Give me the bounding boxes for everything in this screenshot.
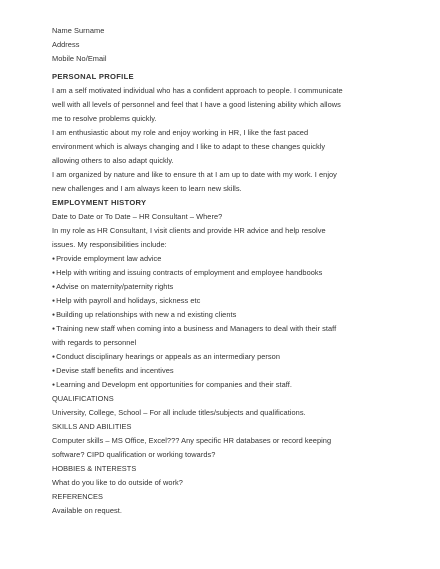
employment-history-heading: EMPLOYMENT HISTORY (52, 198, 147, 207)
responsibility-text: Learning and Developm ent opportunities for companies and their staff. (56, 380, 292, 389)
responsibility-item (52, 252, 402, 266)
responsibility-text: Advise on maternity/paternity rights (56, 282, 174, 291)
contact-address: Address (52, 40, 80, 49)
responsibility-item (52, 364, 402, 378)
responsibility-item (52, 378, 402, 392)
bullet-icon: ● (52, 326, 56, 332)
bullet-icon: ● (52, 354, 56, 360)
employment-intro-line: In my role as HR Consultant, I visit clients and provide HR advice and help resolve (52, 226, 326, 235)
responsibility-item (52, 336, 402, 350)
profile-line: I am organized by nature and like to ensure th at I am up to date with my work. I enjoy (52, 170, 337, 179)
responsibility-item (52, 294, 402, 308)
responsibility-item (52, 322, 402, 336)
contact-name: Name Surname (52, 26, 105, 35)
qualifications-heading: QUALIFICATIONS (52, 394, 114, 403)
responsibility-item (52, 308, 402, 322)
references-text: Available on request. (52, 506, 122, 515)
references-heading: REFERENCES (52, 492, 104, 501)
bullet-icon: ● (52, 284, 56, 290)
bullet-icon: ● (52, 256, 56, 262)
profile-line: new challenges and I am always keen to learn new skills. (52, 184, 242, 193)
bullet-icon: ● (52, 368, 56, 374)
profile-line: I am a self motivated individual who has a confident approach to people. I communicate (52, 86, 343, 95)
responsibility-text: Help with writing and issuing contracts of employment and employee handbooks (56, 268, 323, 277)
bullet-icon: ● (52, 270, 56, 276)
responsibility-item (52, 350, 402, 364)
responsibility-text: Devise staff benefits and incentives (56, 366, 174, 375)
skills-line: Computer skills – MS Office, Excel??? Any specific HR databases or record keeping (52, 436, 332, 445)
employment-intro-line: issues. My responsibilities include: (52, 240, 167, 249)
hobbies-heading: HOBBIES & INTERESTS (52, 464, 137, 473)
profile-line: allowing others to also adapt quickly. (52, 156, 174, 165)
contact-mobile-email: Mobile No/Email (52, 54, 107, 63)
qualifications-text: University, College, School – For all include titles/subjects and qualifications. (52, 408, 306, 417)
skills-heading: SKILLS AND ABILITIES (52, 422, 132, 431)
responsibility-text: Provide employment law advice (56, 254, 162, 263)
responsibility-text: Conduct disciplinary hearings or appeals as an intermediary person (56, 352, 280, 361)
skills-line: software? CIPD qualification or working towards? (52, 450, 216, 459)
responsibility-item (52, 280, 402, 294)
responsibility-text: Training new staff when coming into a business and Managers to deal with their staff (56, 324, 337, 333)
responsibility-text: Building up relationships with new a nd existing clients (56, 310, 237, 319)
responsibility-item (52, 266, 402, 280)
bullet-icon: ● (52, 298, 56, 304)
responsibility-text: Help with payroll and holidays, sickness etc (56, 296, 201, 305)
bullet-icon: ● (52, 312, 56, 318)
responsibility-text: with regards to personnel (52, 338, 137, 347)
profile-line: me to resolve problems quickly. (52, 114, 157, 123)
profile-line: well with all levels of personnel and feel that I have a good listening ability which allows (52, 100, 341, 109)
cv-document (52, 24, 402, 518)
personal-profile-heading: PERSONAL PROFILE (52, 72, 134, 81)
profile-line: environment which is always changing and I like to adapt to these changes quickly (52, 142, 326, 151)
bullet-icon: ● (52, 382, 56, 388)
hobbies-text: What do you like to do outside of work? (52, 478, 183, 487)
profile-line: I am enthusiastic about my role and enjoy working in HR, I like the fast paced (52, 128, 309, 137)
employment-dates-line: Date to Date or To Date – HR Consultant – Where? (52, 212, 223, 221)
responsibilities-list (52, 252, 402, 392)
